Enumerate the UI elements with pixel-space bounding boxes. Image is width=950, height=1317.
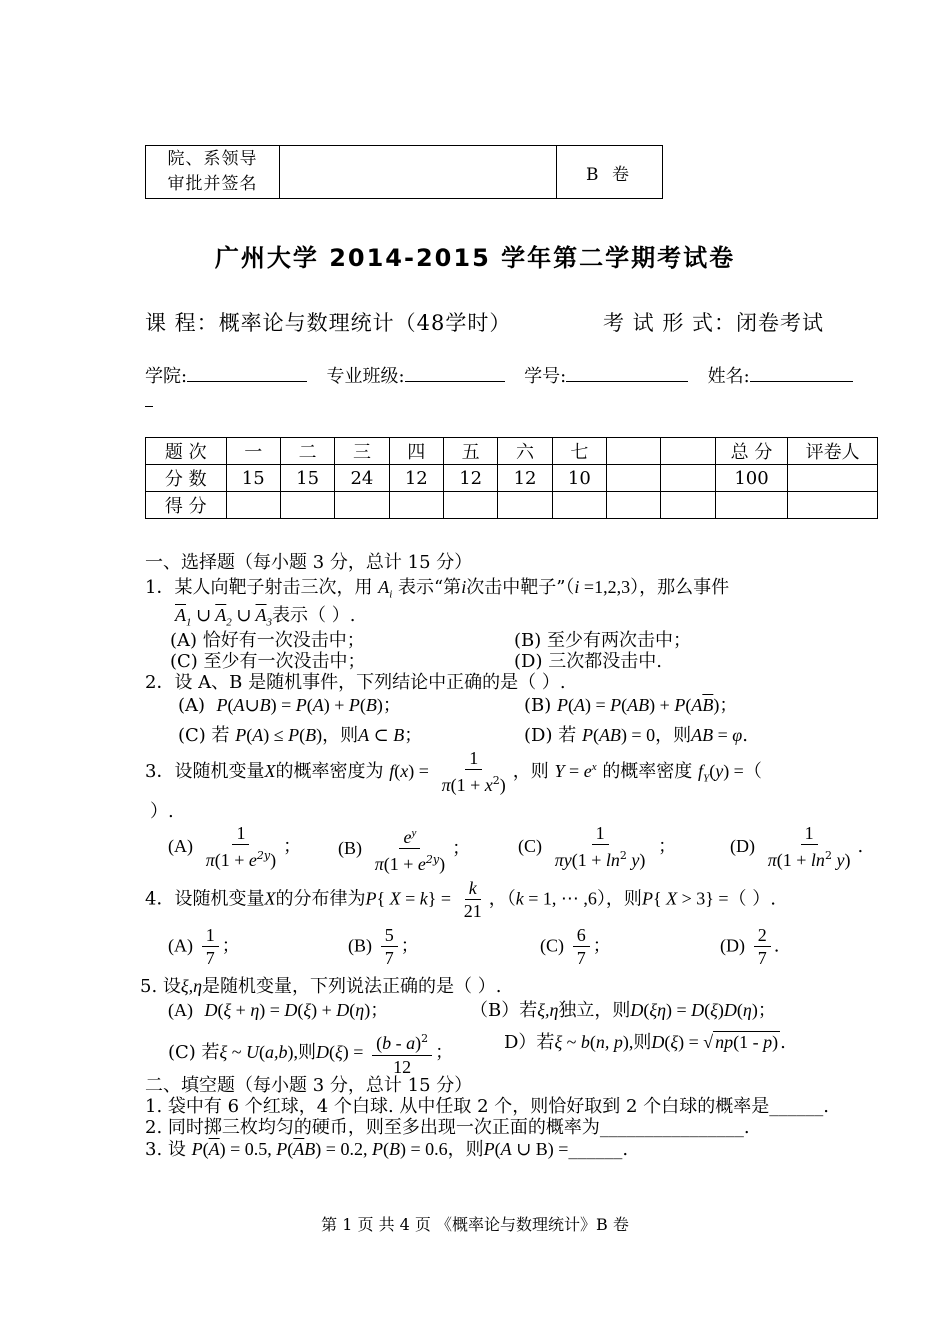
q3-option-a[interactable]: (A) $\frac{1}{\pi(1 + e^{2y})}$ ；: [168, 823, 302, 870]
table-cell: 一: [226, 438, 280, 465]
q2-d-label: (D) 若: [524, 725, 577, 746]
section2-heading: 二、填空题（每小题 3 分，总计 15 分）: [145, 1075, 473, 1096]
score-input-cell[interactable]: [552, 492, 606, 519]
s2-q2: 2. 同时掷三枚均匀的硬币，则至多出现一次正面的概率为________________.: [145, 1117, 750, 1138]
q1-stem-a: 1．某人向靶子射击三次，用: [145, 577, 373, 598]
table-cell: 评卷人: [788, 438, 878, 465]
score-input-cell[interactable]: [443, 492, 497, 519]
table-cell: 分 数: [146, 465, 227, 492]
approval-signature-field[interactable]: [280, 146, 557, 199]
q5-c-text: (C) 若: [168, 1042, 220, 1063]
score-input-cell[interactable]: [280, 492, 334, 519]
q1-option-d[interactable]: (D) 三次都没击中.: [514, 651, 662, 672]
s2-q3-a: 3. 设: [145, 1139, 186, 1160]
q1-stem: [145, 573, 729, 601]
table-cell: 12: [498, 465, 552, 492]
approval-label-line2: 审批并签名: [167, 174, 258, 194]
name-field[interactable]: [750, 363, 853, 382]
q2-a-label: (A): [178, 695, 206, 716]
q1-math-union: $\overline{A}_1$ ∪ $\overline{A}_2$ ∪ $\overline{A}_3$: [175, 605, 273, 629]
table-cell: 五: [443, 438, 497, 465]
exam-form-label: 考 试 形 式：: [603, 311, 737, 335]
exam-form-value: 闭卷考试: [736, 311, 825, 335]
class-field[interactable]: [405, 363, 505, 382]
score-input-cell[interactable]: [715, 492, 787, 519]
q2-c-mid: ，则: [322, 725, 359, 746]
q3-stem-c: ，则: [512, 761, 549, 782]
student-info: [145, 362, 853, 388]
q5-option-a[interactable]: (A) D(ξ + η) = D(ξ) + D(η)；: [168, 1000, 389, 1021]
q5-d-text: D）若: [504, 1032, 555, 1053]
q1-option-c[interactable]: (C) 至少有一次没击中；: [170, 651, 366, 672]
q1-stem-b: 表示“第: [397, 577, 462, 598]
table-cell: 六: [498, 438, 552, 465]
q4-option-d[interactable]: (D) $\frac{2}{7}$ .: [720, 925, 780, 968]
q4-stem: 4．设随机变量X的分布律为P{ X = k} = $\frac{k}{21}$ ，（k = 1, ⋯ ,6），则P{ X > 3} =（ ）.: [145, 878, 776, 921]
college-label: 学院:: [145, 366, 188, 387]
score-table-row: [146, 492, 878, 519]
q3-stem-e: （: [743, 761, 762, 782]
q4-option-b[interactable]: (B) $\frac{5}{7}$ ；: [348, 925, 419, 968]
q3-stem-f: ）.: [150, 801, 174, 822]
s2-q3-b: ，则: [447, 1139, 484, 1160]
q2-d-mid: ，则: [655, 725, 692, 746]
table-cell: 二: [280, 438, 334, 465]
q3-option-c[interactable]: (C) $\frac{1}{\pi y(1 + \ln^2 y)}$ ；: [518, 823, 677, 870]
q5-b-text2: 独立，则: [558, 1000, 631, 1021]
course-label: 课 程：: [145, 311, 219, 335]
course-line: [145, 307, 511, 337]
q4-option-a[interactable]: (A) $\frac{1}{7}$ ；: [168, 925, 240, 968]
approval-label: [146, 146, 280, 199]
table-cell: 得 分: [146, 492, 227, 519]
q5-d-text2: 则: [633, 1032, 652, 1053]
table-cell: [607, 465, 661, 492]
score-input-cell[interactable]: [335, 492, 389, 519]
table-cell: [661, 465, 715, 492]
table-cell: 三: [335, 438, 389, 465]
q3-density-fraction: $\frac{1}{\pi(1 + x^2)}$: [441, 748, 506, 795]
q1-option-a[interactable]: (A) 恰好有一次没击中；: [170, 630, 365, 651]
q4-stem-c: ，（: [488, 888, 516, 910]
score-input-cell[interactable]: [661, 492, 715, 519]
q4-stem-e: （ ）.: [728, 888, 776, 910]
q2-stem: 2．设 A、B 是随机事件，下列结论中正确的是（ ）.: [145, 672, 566, 693]
q2-option-a[interactable]: (A) P(A∪B) = P(A) + P(B)；: [178, 695, 401, 716]
q1-math-ai: $A_i$: [378, 577, 393, 601]
score-input-cell[interactable]: [607, 492, 661, 519]
score-input-cell[interactable]: [788, 492, 878, 519]
q2-a-math: P: [216, 695, 228, 715]
score-table: [145, 437, 878, 519]
s2-q3: 3. 设 $P(\overline{A}) = 0.5$, $P(\overline{A}B) = 0.2$, P(B) = 0.6，则P(A ∪ B) =______.: [145, 1139, 629, 1160]
q1-stem-line2: [175, 601, 355, 629]
college-field[interactable]: [187, 363, 307, 382]
student-id-label: 学号:: [524, 366, 567, 387]
table-cell: [607, 438, 661, 465]
exam-form-line: [603, 307, 824, 337]
table-cell: 12: [389, 465, 443, 492]
section1-heading: 一、选择题（每小题 3 分，总计 15 分）: [145, 552, 473, 573]
q3-stem-b: 的概率密度为: [275, 761, 384, 782]
table-cell: 12: [443, 465, 497, 492]
q1-math-range: i =1,2,3: [574, 577, 631, 597]
q2-c-label: (C) 若: [178, 725, 230, 746]
q4-stem-b: 的分布律为: [275, 888, 366, 910]
q3-stem: 3．设随机变量X的概率密度为 f(x) = $\frac{1}{\pi(1 + x^2)}$ ，则 $Y = e^x$ 的概率密度 $f_Y(y)$ =（: [145, 748, 762, 795]
name-label: 姓名:: [707, 366, 750, 387]
q3-option-d[interactable]: (D) $\frac{1}{\pi(1 + \ln^2 y)}$ .: [730, 823, 864, 870]
q5-b-text: （B）若: [470, 1000, 538, 1021]
q2-option-d[interactable]: (D) 若 P(AB) = 0，则AB = φ.: [524, 725, 748, 746]
table-cell: 七: [552, 438, 606, 465]
score-input-cell[interactable]: [498, 492, 552, 519]
q1-stem-c: 次击中靶子”（: [466, 577, 575, 598]
table-cell: [661, 438, 715, 465]
q5-option-c[interactable]: (C) 若ξ ~ U(a,b),则D(ξ) = $\frac{(b - a)^2}{12}$ ；: [168, 1028, 453, 1078]
q5-option-d[interactable]: D）若ξ ~ b(n, p),则D(ξ) = √ np(1 - p) .: [504, 1032, 786, 1053]
exam-title: 广州大学 2014-2015 学年第二学期考试卷: [214, 244, 736, 272]
q5-c-text2: 则: [298, 1042, 317, 1063]
table-cell: 总 分: [715, 438, 787, 465]
q3-stem-a: 3．设随机变量: [145, 761, 265, 782]
s2-q3-c: ______.: [568, 1139, 629, 1160]
q4-option-c[interactable]: (C) $\frac{6}{7}$ ；: [540, 925, 611, 968]
class-label: 专业班级:: [326, 366, 405, 387]
q3-option-b[interactable]: (B) $\frac{e^y}{\pi(1 + e^{2y})}$ ；: [338, 822, 470, 876]
name-field-overflow: [145, 406, 153, 407]
table-cell: 题 次: [146, 438, 227, 465]
table-cell: [788, 465, 878, 492]
q5-stem-b: 是随机变量，下列说法正确的是（ ）.: [202, 976, 502, 997]
q1-math-i: i: [461, 577, 467, 597]
table-cell: 15: [280, 465, 334, 492]
score-input-cell[interactable]: [389, 492, 443, 519]
q2-option-c[interactable]: (C) 若 P(A) ≤ P(B)，则A ⊂ B；: [178, 725, 423, 746]
table-cell: 100: [715, 465, 787, 492]
table-cell: 10: [552, 465, 606, 492]
q1-stem-d: ），那么事件: [630, 577, 730, 598]
page-footer: 第 1 页 共 4 页 《概率论与数理统计》B 卷: [321, 1215, 629, 1234]
score-input-cell[interactable]: [226, 492, 280, 519]
q1-stem-e: 表示（ ）.: [272, 605, 356, 626]
table-cell: 15: [226, 465, 280, 492]
score-table-row: [146, 465, 878, 492]
q5-stem: 5. 设ξ,η是随机变量，下列说法正确的是（ ）.: [140, 976, 502, 997]
q5-stem-a: 5. 设: [140, 976, 181, 997]
approval-box: [145, 145, 663, 199]
q2-option-b[interactable]: (B) $P(A) = P(AB) + P(A\overline{B})$；: [524, 695, 738, 716]
student-id-field[interactable]: [566, 363, 688, 382]
paper-version: B 卷: [557, 146, 663, 199]
score-table-row: [146, 438, 878, 465]
s2-q1: 1. 袋中有 6 个红球，4 个白球. 从中任取 2 个，则恰好取到 2 个白球的概率是______.: [145, 1096, 829, 1117]
q2-b-label: (B): [524, 695, 552, 716]
q1-option-b[interactable]: (B) 至少有两次击中；: [514, 630, 691, 651]
table-cell: 四: [389, 438, 443, 465]
q4-stem-a: 4．设随机变量: [145, 888, 265, 910]
q3-stem-d: 的概率密度: [602, 761, 693, 782]
table-cell: 24: [335, 465, 389, 492]
q5-option-b[interactable]: （B）若ξ,η独立，则D(ξη) = D(ξ)D(η)；: [470, 1000, 776, 1021]
course-name: 概率论与数理统计（48学时）: [218, 311, 512, 335]
approval-label-line1: 院、系领导: [167, 149, 258, 169]
q4-stem-d: ），则: [596, 888, 642, 910]
